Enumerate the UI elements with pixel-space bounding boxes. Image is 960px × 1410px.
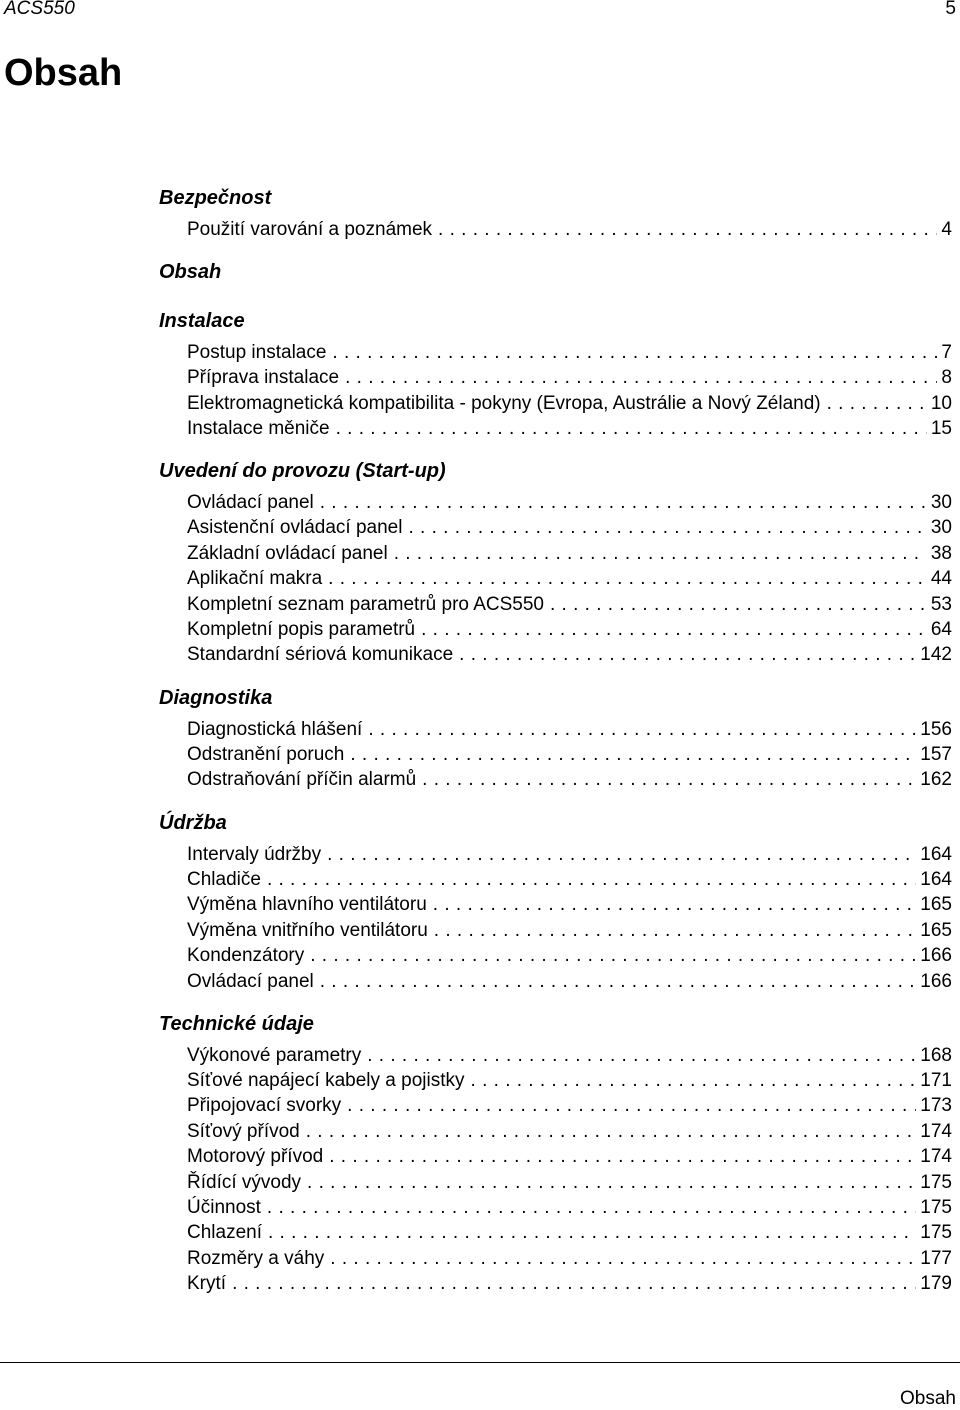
toc-leader-dots	[827, 391, 927, 416]
toc-entry-page: 175	[920, 1171, 952, 1193]
toc-entry-title: Instalace měniče	[187, 417, 330, 439]
toc-leader-dots	[550, 592, 927, 617]
toc-leader-dots	[320, 490, 927, 515]
toc-leader-dots	[330, 1246, 916, 1271]
toc-entry-title: Připojovací svorky	[187, 1095, 342, 1117]
toc-entry-title: Diagnostická hlášení	[187, 718, 363, 740]
toc-entry[interactable]	[187, 842, 952, 867]
toc-leader-dots	[306, 1119, 917, 1144]
toc-entry[interactable]	[187, 1043, 952, 1068]
toc-entry-title: Chlazení	[187, 1222, 262, 1244]
toc-leader-dots	[394, 541, 927, 566]
toc-entry-page: 173	[920, 1095, 952, 1117]
toc-entry-page: 174	[920, 1120, 952, 1142]
toc-section	[159, 186, 952, 242]
toc-entry-title: Použití varování a poznámek	[187, 218, 433, 240]
toc-entry-title: Elektromagnetická kompatibilita - pokyny (Evropa, Austrálie a Nový Zéland)	[187, 392, 821, 414]
toc-entry-title: Výměna hlavního ventilátoru	[187, 894, 427, 916]
toc-section-title: Údržba	[159, 811, 227, 834]
toc-entry-title: Řídící vývody	[187, 1171, 302, 1193]
toc-entry-page: 164	[920, 868, 952, 890]
footer-divider	[0, 1362, 960, 1363]
toc-entry[interactable]	[187, 365, 952, 390]
toc-leader-dots	[421, 617, 927, 642]
section-gap	[159, 441, 952, 459]
toc-entry-title: Ovládací panel	[187, 970, 314, 992]
toc-entry-title: Motorový přívod	[187, 1146, 324, 1168]
toc-leader-dots	[368, 717, 916, 742]
toc-entry-page: 15	[930, 417, 952, 439]
toc-entry-page: 53	[930, 593, 952, 615]
toc-entry-page: 165	[920, 894, 952, 916]
toc-entry-title: Ovládací panel	[187, 492, 314, 514]
toc-section	[159, 811, 952, 994]
toc-entry[interactable]	[187, 541, 952, 566]
toc-entry[interactable]	[187, 1195, 952, 1220]
toc-leader-dots	[268, 1220, 916, 1245]
toc-section-title: Instalace	[159, 309, 245, 332]
section-gap	[159, 793, 952, 811]
toc-leader-dots	[434, 918, 917, 943]
toc-entry-title: Kondenzátory	[187, 945, 305, 967]
toc-entry-page: 38	[930, 542, 952, 564]
toc-entry[interactable]	[187, 892, 952, 917]
toc-entry[interactable]	[187, 1093, 952, 1118]
toc-entry[interactable]	[187, 717, 952, 742]
toc-leader-dots	[422, 767, 916, 792]
toc-entry-page: 166	[920, 970, 952, 992]
toc-entry-title: Kompletní popis parametrů	[187, 619, 416, 641]
toc-entry-title: Asistenční ovládací panel	[187, 517, 403, 539]
toc-entry[interactable]	[187, 617, 952, 642]
toc-section-title: Technické údaje	[159, 1012, 314, 1035]
toc-entry-title: Postup instalace	[187, 341, 327, 363]
toc-leader-dots	[433, 892, 917, 917]
toc-entry[interactable]	[187, 767, 952, 792]
toc-entry[interactable]	[187, 1170, 952, 1195]
toc-entry[interactable]	[187, 515, 952, 540]
toc-entry-title: Účinnost	[187, 1197, 261, 1219]
footer-label: Obsah	[900, 1388, 956, 1409]
toc-entry-page: 8	[941, 367, 952, 389]
toc-entry-title: Síťové napájecí kabely a pojistky	[187, 1070, 465, 1092]
toc-entry-title: Standardní sériová komunikace	[187, 644, 454, 666]
toc-entry-page: 30	[930, 492, 952, 514]
toc-entry-title: Kompletní seznam parametrů pro ACS550	[187, 593, 544, 615]
toc-section-title: Bezpečnost	[159, 187, 272, 209]
toc-entry-page: 142	[920, 644, 952, 666]
toc-leader-dots	[267, 867, 916, 892]
toc-leader-dots	[329, 1144, 916, 1169]
toc-entry-page: 156	[920, 718, 952, 740]
toc-entry-page: 164	[920, 843, 952, 865]
toc-entry[interactable]	[187, 1220, 952, 1245]
toc-leader-dots	[459, 642, 916, 667]
toc-section-title: Diagnostika	[159, 686, 273, 709]
toc-entry-title: Výkonové parametry	[187, 1044, 362, 1066]
toc-entry[interactable]	[187, 340, 952, 365]
toc-entry-title: Rozměry a váhy	[187, 1247, 325, 1269]
toc-entry[interactable]	[187, 1246, 952, 1271]
section-gap	[159, 242, 952, 260]
toc-leader-dots	[347, 1093, 916, 1118]
header-page-number: 5	[945, 0, 956, 19]
toc-section	[159, 260, 952, 285]
toc-leader-dots	[320, 969, 917, 994]
toc-entry-page: 166	[920, 945, 952, 967]
toc-leader-dots	[438, 217, 937, 242]
toc-entry-page: 64	[930, 619, 952, 641]
toc-entry-title: Základní ovládací panel	[187, 542, 388, 564]
toc-entry-title: Síťový přívod	[187, 1120, 300, 1142]
toc-leader-dots	[328, 566, 927, 591]
toc-section-title: Obsah	[159, 261, 222, 284]
toc-entry-page: 10	[930, 392, 952, 414]
toc-entry-page: 177	[920, 1247, 952, 1269]
toc-entry-page: 44	[930, 568, 952, 590]
toc-entry[interactable]	[187, 490, 952, 515]
toc-entry-page: 165	[920, 919, 952, 941]
toc-entry-title: Krytí	[187, 1273, 227, 1295]
toc-entry-title: Příprava instalace	[187, 367, 340, 389]
toc-entry[interactable]	[187, 867, 952, 892]
toc-leader-dots	[345, 365, 937, 390]
toc-entry[interactable]	[187, 742, 952, 767]
toc-leader-dots	[471, 1068, 917, 1093]
header-product-name: ACS550	[4, 0, 75, 19]
toc-entry[interactable]	[187, 1119, 952, 1144]
toc-section-title: Uvedení do provozu (Start-up)	[159, 460, 446, 483]
toc-entry-title: Aplikační makra	[187, 568, 323, 590]
toc-entry-page: 175	[920, 1222, 952, 1244]
page-title: Obsah	[4, 52, 123, 94]
toc-entry[interactable]	[187, 217, 952, 242]
toc-section	[159, 686, 952, 793]
toc-entry[interactable]	[187, 416, 952, 441]
toc-leader-dots	[327, 842, 916, 867]
toc-entry[interactable]	[187, 1271, 952, 1296]
toc-entry-page: 4	[941, 218, 952, 240]
toc-entry[interactable]	[187, 642, 952, 667]
toc-section	[159, 1012, 952, 1297]
toc-section	[159, 309, 952, 441]
toc-leader-dots	[336, 416, 927, 441]
toc-entry-page: 168	[920, 1044, 952, 1066]
toc-leader-dots	[232, 1271, 916, 1296]
toc-entry-title: Odstranění poruch	[187, 743, 345, 765]
toc-entry-page: 175	[920, 1197, 952, 1219]
toc-entry-page: 171	[920, 1070, 952, 1092]
toc-entry-page: 162	[920, 769, 952, 791]
section-gap	[159, 668, 952, 686]
toc-entry-title: Chladiče	[187, 868, 261, 890]
toc-leader-dots	[408, 515, 926, 540]
section-gap	[159, 291, 952, 309]
table-of-contents	[159, 186, 952, 1297]
toc-entry-page: 157	[920, 743, 952, 765]
toc-entry-title: Intervaly údržby	[187, 843, 322, 865]
toc-entry-page: 179	[920, 1273, 952, 1295]
toc-entry-page: 30	[930, 517, 952, 539]
toc-entry-page: 174	[920, 1146, 952, 1168]
toc-leader-dots	[307, 1170, 916, 1195]
toc-entry[interactable]	[187, 969, 952, 994]
toc-leader-dots	[332, 340, 937, 365]
toc-entry[interactable]	[187, 1068, 952, 1093]
toc-section	[159, 459, 952, 668]
toc-entry[interactable]	[187, 1144, 952, 1169]
toc-leader-dots	[367, 1043, 916, 1068]
toc-entry-page: 7	[941, 341, 952, 363]
toc-leader-dots	[350, 742, 916, 767]
toc-entry[interactable]	[187, 391, 952, 416]
toc-entry[interactable]	[187, 918, 952, 943]
toc-leader-dots	[267, 1195, 916, 1220]
toc-entry[interactable]	[187, 566, 952, 591]
toc-entry-title: Odstraňování příčin alarmů	[187, 769, 417, 791]
toc-entry[interactable]	[187, 943, 952, 968]
section-gap	[159, 994, 952, 1012]
toc-leader-dots	[310, 943, 916, 968]
toc-entry-title: Výměna vnitřního ventilátoru	[187, 919, 428, 941]
toc-entry[interactable]	[187, 592, 952, 617]
